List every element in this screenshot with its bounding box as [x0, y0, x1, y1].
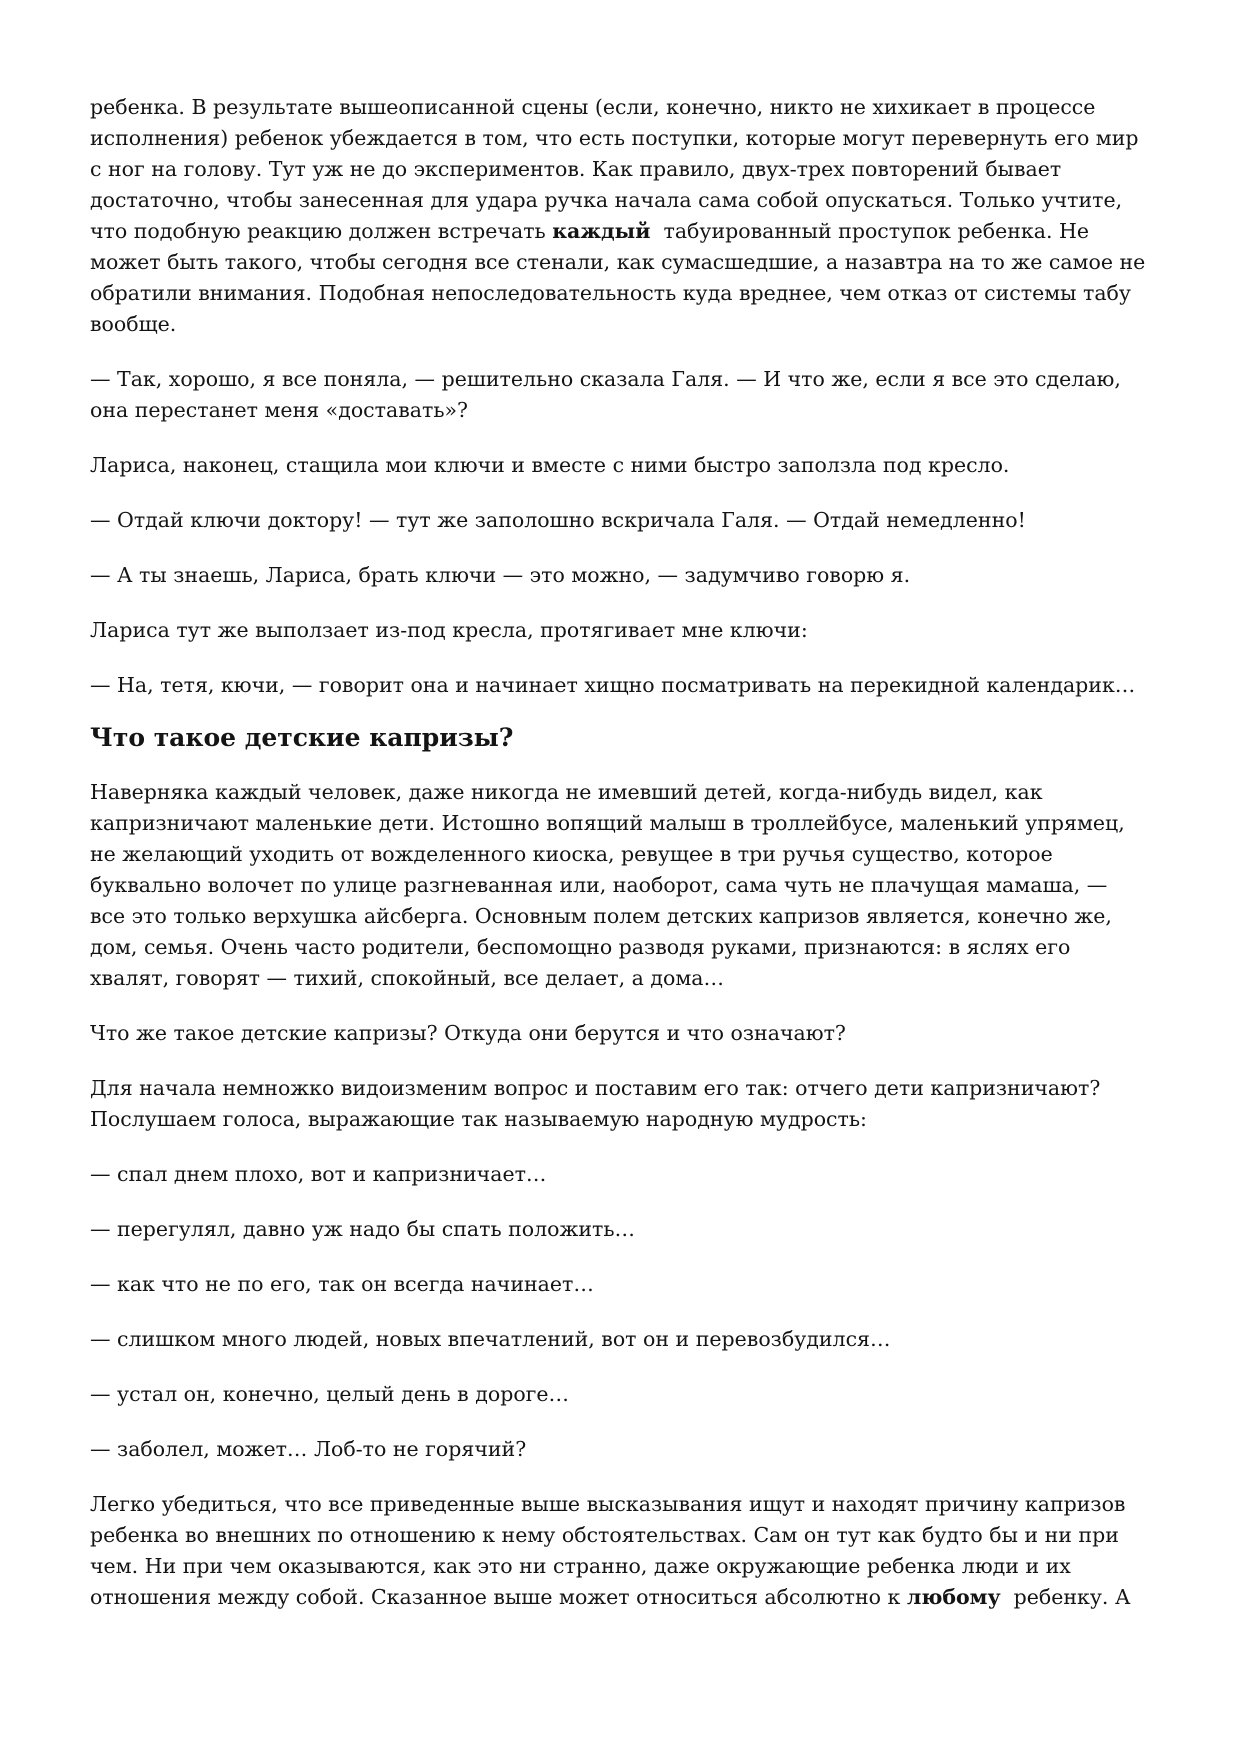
page-body — [90, 92, 1170, 1637]
paragraph-larisa-keys — [90, 450, 1170, 481]
text-line: вообще. — [90, 312, 177, 336]
text-line: Легко убедиться, что все приведенные выше высказывания ищут и находят причину капризов — [90, 1492, 1126, 1516]
text-line: ребенка. В результате вышеописанной сцены (если, конечно, никто не хихикает в процессе — [90, 95, 1096, 119]
saying-item — [90, 1214, 1170, 1245]
paragraph-whims-intro — [90, 777, 1170, 994]
section-heading: Что такое детские капризы? — [90, 723, 514, 752]
text-line: — спал днем плохо, вот и капризничает… — [90, 1162, 547, 1186]
text-line: капризничают маленькие дети. Истошно вопящий малыш в троллейбусе, маленький упрямец, — [90, 811, 1125, 835]
saying-item — [90, 1159, 1170, 1190]
saying-item — [90, 1379, 1170, 1410]
text-run: табуированный проступок ребенка. Не — [650, 219, 1089, 243]
text-line: — устал он, конечно, целый день в дороге… — [90, 1382, 570, 1406]
text-line: дом, семья. Очень часто родители, беспомощно разводя руками, признаются: в яслях его — [90, 935, 1071, 959]
dialog-galya-question — [90, 364, 1170, 426]
emphasis-word: любому — [906, 1585, 1001, 1609]
text-line: буквально волочет по улице разгневанная или, наоборот, сама чуть не плачущая мамаша, — — [90, 873, 1108, 897]
text-line-with-emphasis — [90, 1582, 1170, 1613]
text-line: исполнения) ребенок убеждается в том, что есть поступки, которые могут перевернуть его мир — [90, 126, 1139, 150]
text-run: что подобную реакцию должен встречать — [90, 219, 553, 243]
text-line: — А ты знаешь, Лариса, брать ключи — это можно, — задумчиво говорю я. — [90, 563, 911, 587]
text-line: с ног на голову. Тут уж не до экспериментов. Как правило, двух-трех повторений бывает — [90, 157, 1062, 181]
text-run: ребенку. А — [1000, 1585, 1131, 1609]
text-line: Для начала немножко видоизменим вопрос и поставим его так: отчего дети капризничают? — [90, 1076, 1101, 1100]
text-line: Что же такое детские капризы? Откуда они берутся и что означают? — [90, 1021, 846, 1045]
text-run: отношения между собой. Сказанное выше может относиться абсолютно к — [90, 1585, 907, 1609]
text-line: Послушаем голоса, выражающие так называемую народную мудрость: — [90, 1107, 867, 1131]
emphasis-word: каждый — [552, 219, 651, 243]
text-line: — Так, хорошо, я все поняла, — решительно сказала Галя. — И что же, если я все это сделаю, — [90, 367, 1121, 391]
paragraph-external-causes — [90, 1489, 1170, 1613]
paragraph-larisa-returns — [90, 615, 1170, 646]
text-line: она перестанет меня «доставать»? — [90, 398, 469, 422]
text-line: обратили внимания. Подобная непоследовательность куда вреднее, чем отказ от системы табу — [90, 281, 1131, 305]
dialog-keys-allowed — [90, 560, 1170, 591]
paragraph-question — [90, 1018, 1170, 1049]
text-line: — заболел, может… Лоб-то не горячий? — [90, 1437, 527, 1461]
paragraph-taboo-reaction — [90, 92, 1170, 340]
text-line: достаточно, чтобы занесенная для удара ручка начала сама собой опускаться. Только учтите, — [90, 188, 1123, 212]
dialog-give-keys — [90, 505, 1170, 536]
paragraph-rephrase — [90, 1073, 1170, 1135]
text-line: Лариса, наконец, стащила мои ключи и вместе с ними быстро заползла под кресло. — [90, 453, 1010, 477]
text-line: чем. Ни при чем оказываются, как это ни странно, даже окружающие ребенка люди и их — [90, 1554, 1071, 1578]
text-line: — как что не по его, так он всегда начинает… — [90, 1272, 594, 1296]
text-line: ребенка во внешних по отношению к нему обстоятельствах. Сам он тут как будто бы и ни при — [90, 1523, 1119, 1547]
saying-item — [90, 1324, 1170, 1355]
text-line: Наверняка каждый человек, даже никогда не имевший детей, когда-нибудь видел, как — [90, 780, 1043, 804]
text-line: Лариса тут же выползает из-под кресла, протягивает мне ключи: — [90, 618, 808, 642]
text-line: все это только верхушка айсберга. Основным полем детских капризов является, конечно же, — [90, 904, 1112, 928]
text-line: может быть такого, чтобы сегодня все стенали, как сумасшедшие, а назавтра на то же самое не — [90, 250, 1146, 274]
text-line: — перегулял, давно уж надо бы спать положить… — [90, 1217, 636, 1241]
text-line: хвалят, говорят — тихий, спокойный, все делает, а дома… — [90, 966, 724, 990]
text-line: — слишком много людей, новых впечатлений, вот он и перевозбудился… — [90, 1327, 891, 1351]
text-line: — Отдай ключи доктору! — тут же заполошно вскричала Галя. — Отдай немедленно! — [90, 508, 1026, 532]
dialog-larisa-answer — [90, 670, 1170, 701]
text-line-with-emphasis — [90, 216, 1170, 247]
text-line: не желающий уходить от вожделенного киоска, ревущее в три ручья существо, которое — [90, 842, 1053, 866]
saying-item — [90, 1434, 1170, 1465]
saying-item — [90, 1269, 1170, 1300]
text-line: — На, тетя, кючи, — говорит она и начинает хищно посматривать на перекидной календарик… — [90, 673, 1136, 697]
